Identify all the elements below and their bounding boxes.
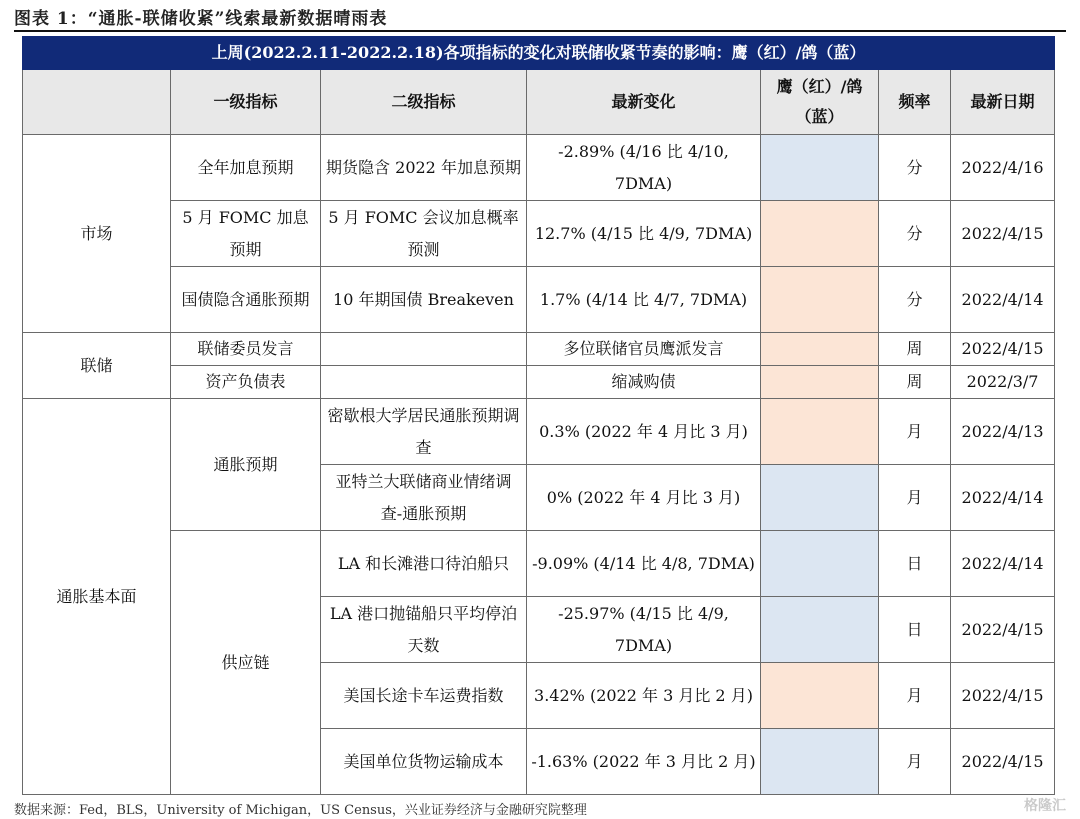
change-cell: 12.7% (4/15 比 4/9, 7DMA) bbox=[527, 201, 761, 267]
frequency-cell: 周 bbox=[879, 333, 951, 366]
signal-hawk-cell bbox=[761, 663, 879, 729]
frequency-cell: 月 bbox=[879, 729, 951, 795]
level2-cell bbox=[321, 333, 527, 366]
subgroup-inflation-expectations: 通胀预期 bbox=[171, 399, 321, 531]
frequency-cell: 分 bbox=[879, 201, 951, 267]
change-cell: 0% (2022 年 4 月比 3 月) bbox=[527, 465, 761, 531]
signal-dove-cell bbox=[761, 531, 879, 597]
date-cell: 2022/4/15 bbox=[951, 729, 1055, 795]
indicator-table bbox=[22, 36, 1055, 795]
level2-cell: LA 港口抛锚船只平均停泊天数 bbox=[321, 597, 527, 663]
level1-cell: 资产负债表 bbox=[171, 366, 321, 399]
table-row bbox=[23, 531, 1055, 597]
level1-cell: 联储委员发言 bbox=[171, 333, 321, 366]
table-banner-row bbox=[23, 37, 1055, 70]
group-inflation-fundamentals: 通胀基本面 bbox=[23, 399, 171, 795]
level2-cell: 期货隐含 2022 年加息预期 bbox=[321, 135, 527, 201]
change-cell: -9.09% (4/14 比 4/8, 7DMA) bbox=[527, 531, 761, 597]
table-row bbox=[23, 333, 1055, 366]
date-cell: 2022/4/15 bbox=[951, 597, 1055, 663]
level2-cell: LA 和长滩港口待泊船只 bbox=[321, 531, 527, 597]
change-cell: 1.7% (4/14 比 4/7, 7DMA) bbox=[527, 267, 761, 333]
level1-cell: 全年加息预期 bbox=[171, 135, 321, 201]
frequency-cell: 分 bbox=[879, 267, 951, 333]
frequency-cell: 周 bbox=[879, 366, 951, 399]
level2-cell: 美国长途卡车运费指数 bbox=[321, 663, 527, 729]
table-header-row bbox=[23, 70, 1055, 135]
signal-hawk-cell bbox=[761, 366, 879, 399]
signal-dove-cell bbox=[761, 597, 879, 663]
frequency-cell: 月 bbox=[879, 663, 951, 729]
group-fed: 联储 bbox=[23, 333, 171, 399]
table-banner: 上周(2022.2.11-2022.2.18)各项指标的变化对联储收紧节奏的影响：鹰（红）/鸽（蓝） bbox=[23, 37, 1055, 70]
change-cell: 3.42% (2022 年 3 月比 2 月) bbox=[527, 663, 761, 729]
header-level1: 一级指标 bbox=[171, 70, 321, 135]
table-row bbox=[23, 399, 1055, 465]
date-cell: 2022/4/14 bbox=[951, 267, 1055, 333]
date-cell: 2022/4/14 bbox=[951, 465, 1055, 531]
date-cell: 2022/4/14 bbox=[951, 531, 1055, 597]
table-row bbox=[23, 366, 1055, 399]
level1-cell: 国债隐含通胀预期 bbox=[171, 267, 321, 333]
table-row bbox=[23, 135, 1055, 201]
level2-cell: 5 月 FOMC 会议加息概率预测 bbox=[321, 201, 527, 267]
level2-cell: 密歇根大学居民通胀预期调查 bbox=[321, 399, 527, 465]
date-cell: 2022/4/16 bbox=[951, 135, 1055, 201]
source-note: 数据来源：Fed，BLS，University of Michigan，US Census，兴业证券经济与金融研究院整理 bbox=[14, 803, 587, 818]
date-cell: 2022/4/15 bbox=[951, 333, 1055, 366]
signal-dove-cell bbox=[761, 465, 879, 531]
signal-hawk-cell bbox=[761, 333, 879, 366]
change-cell: -1.63% (2022 年 3 月比 2 月) bbox=[527, 729, 761, 795]
level2-cell: 亚特兰大联储商业情绪调查-通胀预期 bbox=[321, 465, 527, 531]
group-market: 市场 bbox=[23, 135, 171, 333]
frequency-cell: 月 bbox=[879, 465, 951, 531]
change-cell: 0.3% (2022 年 4 月比 3 月) bbox=[527, 399, 761, 465]
header-signal: 鹰（红）/鸽（蓝） bbox=[761, 70, 879, 135]
header-level2: 二级指标 bbox=[321, 70, 527, 135]
signal-dove-cell bbox=[761, 729, 879, 795]
level2-cell: 10 年期国债 Breakeven bbox=[321, 267, 527, 333]
subgroup-supply-chain: 供应链 bbox=[171, 531, 321, 795]
header-change: 最新变化 bbox=[527, 70, 761, 135]
date-cell: 2022/3/7 bbox=[951, 366, 1055, 399]
signal-dove-cell bbox=[761, 135, 879, 201]
date-cell: 2022/4/15 bbox=[951, 663, 1055, 729]
signal-hawk-cell bbox=[761, 267, 879, 333]
figure-title: 图表 1：“通胀-联储收紧”线索最新数据晴雨表 bbox=[14, 9, 388, 29]
level2-cell: 美国单位货物运输成本 bbox=[321, 729, 527, 795]
change-cell: -2.89% (4/16 比 4/10, 7DMA) bbox=[527, 135, 761, 201]
change-cell: -25.97% (4/15 比 4/9, 7DMA) bbox=[527, 597, 761, 663]
level1-cell: 5 月 FOMC 加息预期 bbox=[171, 201, 321, 267]
table-row bbox=[23, 267, 1055, 333]
title-rule bbox=[14, 30, 1066, 32]
frequency-cell: 分 bbox=[879, 135, 951, 201]
header-date: 最新日期 bbox=[951, 70, 1055, 135]
signal-hawk-cell bbox=[761, 399, 879, 465]
signal-hawk-cell bbox=[761, 201, 879, 267]
watermark-logo: 格隆汇 bbox=[1024, 798, 1066, 814]
level2-cell bbox=[321, 366, 527, 399]
frequency-cell: 月 bbox=[879, 399, 951, 465]
header-empty bbox=[23, 70, 171, 135]
date-cell: 2022/4/15 bbox=[951, 201, 1055, 267]
change-cell: 缩减购债 bbox=[527, 366, 761, 399]
change-cell: 多位联储官员鹰派发言 bbox=[527, 333, 761, 366]
header-frequency: 频率 bbox=[879, 70, 951, 135]
table-row bbox=[23, 201, 1055, 267]
frequency-cell: 日 bbox=[879, 597, 951, 663]
date-cell: 2022/4/13 bbox=[951, 399, 1055, 465]
frequency-cell: 日 bbox=[879, 531, 951, 597]
